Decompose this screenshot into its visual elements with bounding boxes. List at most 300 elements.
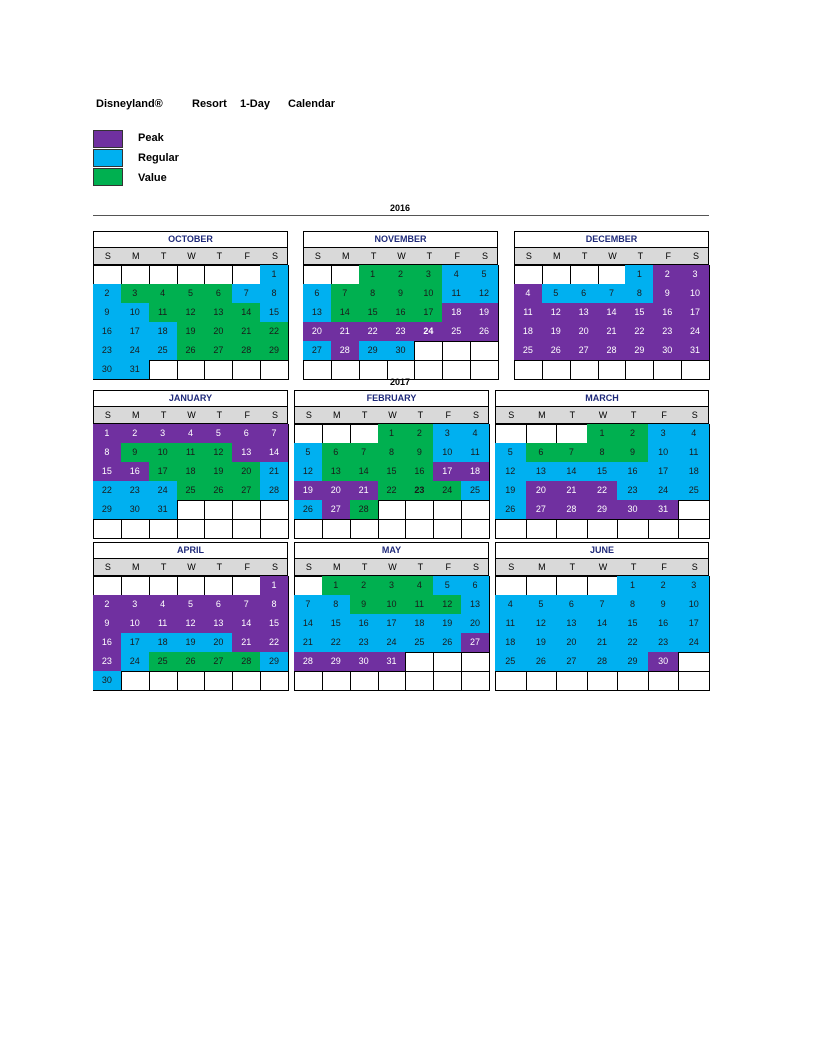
day-cell: 7: [598, 284, 627, 304]
day-cell: 27: [556, 652, 588, 672]
empty-cell: [495, 671, 527, 691]
day-cell: 25: [177, 481, 206, 501]
day-cell: 5: [542, 284, 571, 304]
month-name: NOVEMBER: [303, 231, 498, 248]
day-cell: 5: [526, 595, 558, 615]
day-cell: 17: [414, 303, 443, 323]
day-cell: 18: [678, 462, 710, 482]
day-cell: 21: [587, 633, 619, 653]
day-cell: 14: [232, 614, 261, 634]
day-cell: 5: [294, 443, 323, 463]
day-cell: 9: [387, 284, 416, 304]
day-cell: 24: [378, 633, 407, 653]
day-cell: 4: [461, 424, 490, 444]
empty-cell: [359, 360, 388, 380]
day-cell: 10: [414, 284, 443, 304]
day-cell: 23: [653, 322, 682, 342]
empty-cell: [149, 519, 178, 539]
weekday-label: W: [388, 562, 397, 572]
day-cell: 25: [149, 652, 178, 672]
day-cell: 8: [617, 595, 649, 615]
day-cell: 5: [495, 443, 527, 463]
day-cell: 11: [405, 595, 434, 615]
day-cell: 7: [232, 284, 261, 304]
empty-cell: [461, 671, 490, 691]
weekday-label: S: [305, 410, 312, 420]
day-cell: 6: [232, 424, 261, 444]
day-cell: 21: [232, 633, 261, 653]
day-cell: 16: [121, 462, 150, 482]
empty-cell: [93, 265, 122, 285]
day-cell: 6: [322, 443, 351, 463]
day-cell: 19: [433, 614, 462, 634]
day-cell: 23: [93, 341, 122, 361]
day-cell: 10: [648, 443, 680, 463]
day-cell: 31: [149, 500, 178, 520]
day-cell: 6: [556, 595, 588, 615]
day-cell: 14: [556, 462, 588, 482]
day-cell: 13: [204, 614, 233, 634]
weekday-header: [514, 248, 709, 265]
day-cell: 21: [232, 322, 261, 342]
weekday-label: T: [417, 410, 424, 420]
day-cell: 18: [461, 462, 490, 482]
day-cell: 18: [177, 462, 206, 482]
day-cell: 2: [653, 265, 682, 285]
day-cell: 20: [556, 633, 588, 653]
empty-cell: [678, 500, 710, 520]
weekday-label: S: [473, 410, 480, 420]
day-cell: 4: [514, 284, 543, 304]
day-cell: 22: [260, 322, 289, 342]
day-cell: 7: [294, 595, 323, 615]
empty-cell: [149, 360, 178, 380]
day-cell: 23: [93, 652, 122, 672]
day-cell: 22: [378, 481, 407, 501]
day-cell: 16: [648, 614, 680, 634]
day-cell: 24: [414, 322, 443, 342]
day-cell: 11: [442, 284, 471, 304]
weekday-label: S: [473, 562, 480, 572]
weekday-label: F: [665, 251, 671, 261]
day-cell: 20: [232, 462, 261, 482]
day-cell: 19: [177, 322, 206, 342]
day-cell: 26: [204, 481, 233, 501]
day-cell: 8: [260, 595, 289, 615]
day-cell: 20: [204, 633, 233, 653]
day-cell: 28: [598, 341, 627, 361]
weekday-label: S: [508, 410, 515, 420]
day-grid: [495, 424, 709, 538]
empty-cell: [260, 519, 289, 539]
day-cell: 15: [260, 303, 289, 323]
day-cell: 5: [433, 576, 462, 596]
day-cell: 22: [260, 633, 289, 653]
day-grid: [93, 424, 288, 538]
weekday-header: [93, 559, 288, 576]
day-cell: 3: [121, 595, 150, 615]
day-cell: 6: [461, 576, 490, 596]
empty-cell: [556, 424, 588, 444]
day-cell: 14: [232, 303, 261, 323]
day-cell: 16: [617, 462, 649, 482]
day-cell: 12: [542, 303, 571, 323]
day-cell: 3: [681, 265, 710, 285]
day-cell: 15: [93, 462, 122, 482]
empty-cell: [177, 360, 206, 380]
day-cell: 12: [177, 614, 206, 634]
day-cell: 8: [93, 443, 122, 463]
empty-cell: [331, 360, 360, 380]
day-cell: 18: [149, 633, 178, 653]
day-cell: 29: [625, 341, 654, 361]
empty-cell: [414, 360, 443, 380]
empty-cell: [350, 519, 379, 539]
empty-cell: [542, 360, 571, 380]
weekday-label: T: [370, 251, 377, 261]
day-cell: 13: [303, 303, 332, 323]
day-cell: 2: [93, 284, 122, 304]
weekday-label: M: [553, 251, 561, 261]
weekday-label: T: [160, 562, 167, 572]
day-cell: 25: [405, 633, 434, 653]
empty-cell: [232, 519, 261, 539]
empty-cell: [232, 500, 261, 520]
empty-cell: [653, 360, 682, 380]
day-cell: 24: [678, 633, 710, 653]
day-cell: 25: [495, 652, 527, 672]
day-grid: [294, 576, 489, 690]
day-cell: 4: [495, 595, 527, 615]
empty-cell: [556, 671, 588, 691]
weekday-label: W: [397, 251, 406, 261]
day-cell: 13: [570, 303, 599, 323]
day-cell: 25: [514, 341, 543, 361]
day-cell: 8: [322, 595, 351, 615]
day-cell: 14: [350, 462, 379, 482]
day-cell: 11: [149, 303, 178, 323]
day-cell: 29: [359, 341, 388, 361]
day-cell: 5: [177, 284, 206, 304]
day-cell: 31: [378, 652, 407, 672]
day-cell: 2: [648, 576, 680, 596]
day-cell: 10: [433, 443, 462, 463]
day-cell: 20: [303, 322, 332, 342]
day-cell: 11: [461, 443, 490, 463]
empty-cell: [204, 519, 233, 539]
day-cell: 31: [648, 500, 680, 520]
day-cell: 20: [461, 614, 490, 634]
day-cell: 7: [350, 443, 379, 463]
weekday-label: F: [661, 410, 667, 420]
day-cell: 8: [587, 443, 619, 463]
day-cell: 16: [405, 462, 434, 482]
day-cell: 1: [260, 265, 289, 285]
empty-cell: [350, 671, 379, 691]
empty-cell: [177, 671, 206, 691]
day-cell: 27: [526, 500, 558, 520]
weekday-label: M: [132, 410, 140, 420]
day-cell: 15: [378, 462, 407, 482]
weekday-label: T: [630, 410, 637, 420]
weekday-label: F: [661, 562, 667, 572]
day-cell: 18: [495, 633, 527, 653]
month-name: JANUARY: [93, 390, 288, 407]
day-grid: [303, 265, 498, 379]
empty-cell: [625, 360, 654, 380]
day-cell: 15: [587, 462, 619, 482]
day-cell: 2: [121, 424, 150, 444]
day-cell: 11: [177, 443, 206, 463]
empty-cell: [461, 500, 490, 520]
day-cell: 3: [433, 424, 462, 444]
day-cell: 23: [350, 633, 379, 653]
day-cell: 24: [121, 652, 150, 672]
day-cell: 26: [542, 341, 571, 361]
empty-cell: [177, 265, 206, 285]
weekday-label: T: [361, 562, 368, 572]
day-cell: 4: [678, 424, 710, 444]
empty-cell: [232, 576, 261, 596]
weekday-label: S: [482, 251, 489, 261]
legend-swatch-value: [93, 168, 123, 186]
day-cell: 23: [121, 481, 150, 501]
empty-cell: [260, 500, 289, 520]
year-label-2016: 2016: [390, 203, 411, 213]
day-cell: 3: [121, 284, 150, 304]
empty-cell: [526, 671, 558, 691]
weekday-label: M: [132, 251, 140, 261]
day-cell: 14: [587, 614, 619, 634]
empty-cell: [322, 424, 351, 444]
day-cell: 1: [260, 576, 289, 596]
year-label-2017: 2017: [390, 377, 411, 387]
day-cell: 30: [93, 360, 122, 380]
month-name: MARCH: [495, 390, 709, 407]
day-cell: 2: [93, 595, 122, 615]
empty-cell: [303, 265, 332, 285]
day-cell: 15: [617, 614, 649, 634]
empty-cell: [405, 500, 434, 520]
day-cell: 12: [495, 462, 527, 482]
day-cell: 27: [303, 341, 332, 361]
day-cell: 1: [378, 424, 407, 444]
empty-cell: [681, 360, 710, 380]
empty-cell: [433, 671, 462, 691]
empty-cell: [542, 265, 571, 285]
day-cell: 7: [260, 424, 289, 444]
day-cell: 1: [587, 424, 619, 444]
day-cell: 23: [405, 481, 434, 501]
weekday-label: T: [630, 562, 637, 572]
day-cell: 21: [556, 481, 588, 501]
empty-cell: [93, 576, 122, 596]
day-cell: 17: [648, 462, 680, 482]
day-cell: 28: [556, 500, 588, 520]
day-cell: 4: [442, 265, 471, 285]
day-cell: 8: [260, 284, 289, 304]
day-cell: 12: [526, 614, 558, 634]
weekday-header: [495, 407, 709, 424]
day-cell: 9: [648, 595, 680, 615]
empty-cell: [149, 671, 178, 691]
day-cell: 30: [617, 500, 649, 520]
day-cell: 16: [653, 303, 682, 323]
empty-cell: [204, 265, 233, 285]
calendar-title-resort: Resort: [192, 98, 227, 110]
day-cell: 12: [470, 284, 499, 304]
weekday-label: M: [538, 410, 546, 420]
empty-cell: [121, 519, 150, 539]
day-cell: 4: [149, 284, 178, 304]
empty-cell: [149, 265, 178, 285]
weekday-label: T: [160, 251, 167, 261]
empty-cell: [260, 671, 289, 691]
empty-cell: [495, 519, 527, 539]
weekday-label: W: [388, 410, 397, 420]
day-cell: 2: [387, 265, 416, 285]
day-cell: 20: [526, 481, 558, 501]
day-cell: 17: [121, 322, 150, 342]
day-cell: 13: [461, 595, 490, 615]
weekday-label: S: [693, 251, 700, 261]
empty-cell: [204, 576, 233, 596]
day-cell: 15: [359, 303, 388, 323]
day-cell: 29: [260, 341, 289, 361]
empty-cell: [470, 341, 499, 361]
empty-cell: [587, 519, 619, 539]
day-cell: 18: [149, 322, 178, 342]
day-cell: 7: [232, 595, 261, 615]
day-cell: 27: [204, 341, 233, 361]
day-cell: 8: [378, 443, 407, 463]
empty-cell: [514, 360, 543, 380]
empty-cell: [648, 671, 680, 691]
day-cell: 7: [331, 284, 360, 304]
empty-cell: [331, 265, 360, 285]
day-cell: 24: [648, 481, 680, 501]
day-cell: 25: [442, 322, 471, 342]
day-cell: 9: [617, 443, 649, 463]
day-grid: [93, 576, 288, 690]
day-cell: 31: [121, 360, 150, 380]
day-cell: 23: [617, 481, 649, 501]
weekday-label: T: [637, 251, 644, 261]
day-cell: 24: [433, 481, 462, 501]
month-name: APRIL: [93, 542, 288, 559]
empty-cell: [526, 424, 558, 444]
day-cell: 30: [121, 500, 150, 520]
empty-cell: [514, 265, 543, 285]
day-cell: 1: [359, 265, 388, 285]
day-cell: 5: [177, 595, 206, 615]
day-cell: 17: [121, 633, 150, 653]
weekday-label: M: [333, 562, 341, 572]
day-cell: 6: [570, 284, 599, 304]
day-cell: 27: [461, 633, 490, 653]
weekday-label: S: [525, 251, 532, 261]
weekday-label: W: [598, 410, 608, 420]
day-cell: 26: [470, 322, 499, 342]
day-cell: 18: [405, 614, 434, 634]
day-cell: 1: [322, 576, 351, 596]
day-cell: 13: [322, 462, 351, 482]
day-cell: 9: [121, 443, 150, 463]
day-cell: 15: [322, 614, 351, 634]
empty-cell: [405, 519, 434, 539]
day-cell: 28: [331, 341, 360, 361]
weekday-label: F: [244, 251, 250, 261]
weekday-label: S: [272, 410, 279, 420]
month-name: MAY: [294, 542, 489, 559]
day-cell: 3: [414, 265, 443, 285]
empty-cell: [433, 519, 462, 539]
day-cell: 14: [331, 303, 360, 323]
day-cell: 26: [495, 500, 527, 520]
day-cell: 12: [204, 443, 233, 463]
empty-cell: [526, 519, 558, 539]
day-cell: 6: [204, 595, 233, 615]
day-cell: 10: [681, 284, 710, 304]
day-cell: 27: [232, 481, 261, 501]
day-cell: 10: [149, 443, 178, 463]
empty-cell: [495, 576, 527, 596]
day-cell: 30: [648, 652, 680, 672]
calendar-title-oneday: 1-Day: [240, 98, 270, 110]
day-cell: 4: [177, 424, 206, 444]
empty-cell: [322, 519, 351, 539]
empty-cell: [556, 519, 588, 539]
day-cell: 3: [648, 424, 680, 444]
weekday-label: W: [187, 251, 196, 261]
day-cell: 27: [570, 341, 599, 361]
weekday-label: T: [361, 410, 368, 420]
day-cell: 29: [260, 652, 289, 672]
day-cell: 8: [359, 284, 388, 304]
day-cell: 21: [598, 322, 627, 342]
day-cell: 2: [350, 576, 379, 596]
empty-cell: [177, 500, 206, 520]
day-cell: 22: [587, 481, 619, 501]
day-cell: 13: [526, 462, 558, 482]
day-cell: 30: [653, 341, 682, 361]
day-cell: 11: [514, 303, 543, 323]
empty-cell: [232, 671, 261, 691]
weekday-label: T: [216, 562, 223, 572]
weekday-label: S: [272, 562, 279, 572]
day-cell: 30: [387, 341, 416, 361]
empty-cell: [294, 519, 323, 539]
day-cell: 3: [378, 576, 407, 596]
empty-cell: [570, 360, 599, 380]
day-cell: 9: [93, 303, 122, 323]
empty-cell: [648, 519, 680, 539]
empty-cell: [433, 652, 462, 672]
empty-cell: [570, 265, 599, 285]
day-cell: 5: [204, 424, 233, 444]
day-cell: 25: [678, 481, 710, 501]
weekday-label: S: [691, 410, 698, 420]
day-cell: 20: [322, 481, 351, 501]
weekday-label: T: [417, 562, 424, 572]
empty-cell: [617, 519, 649, 539]
day-cell: 22: [625, 322, 654, 342]
day-cell: 4: [149, 595, 178, 615]
day-cell: 23: [648, 633, 680, 653]
empty-cell: [678, 652, 710, 672]
day-cell: 23: [387, 322, 416, 342]
weekday-label: T: [569, 562, 576, 572]
